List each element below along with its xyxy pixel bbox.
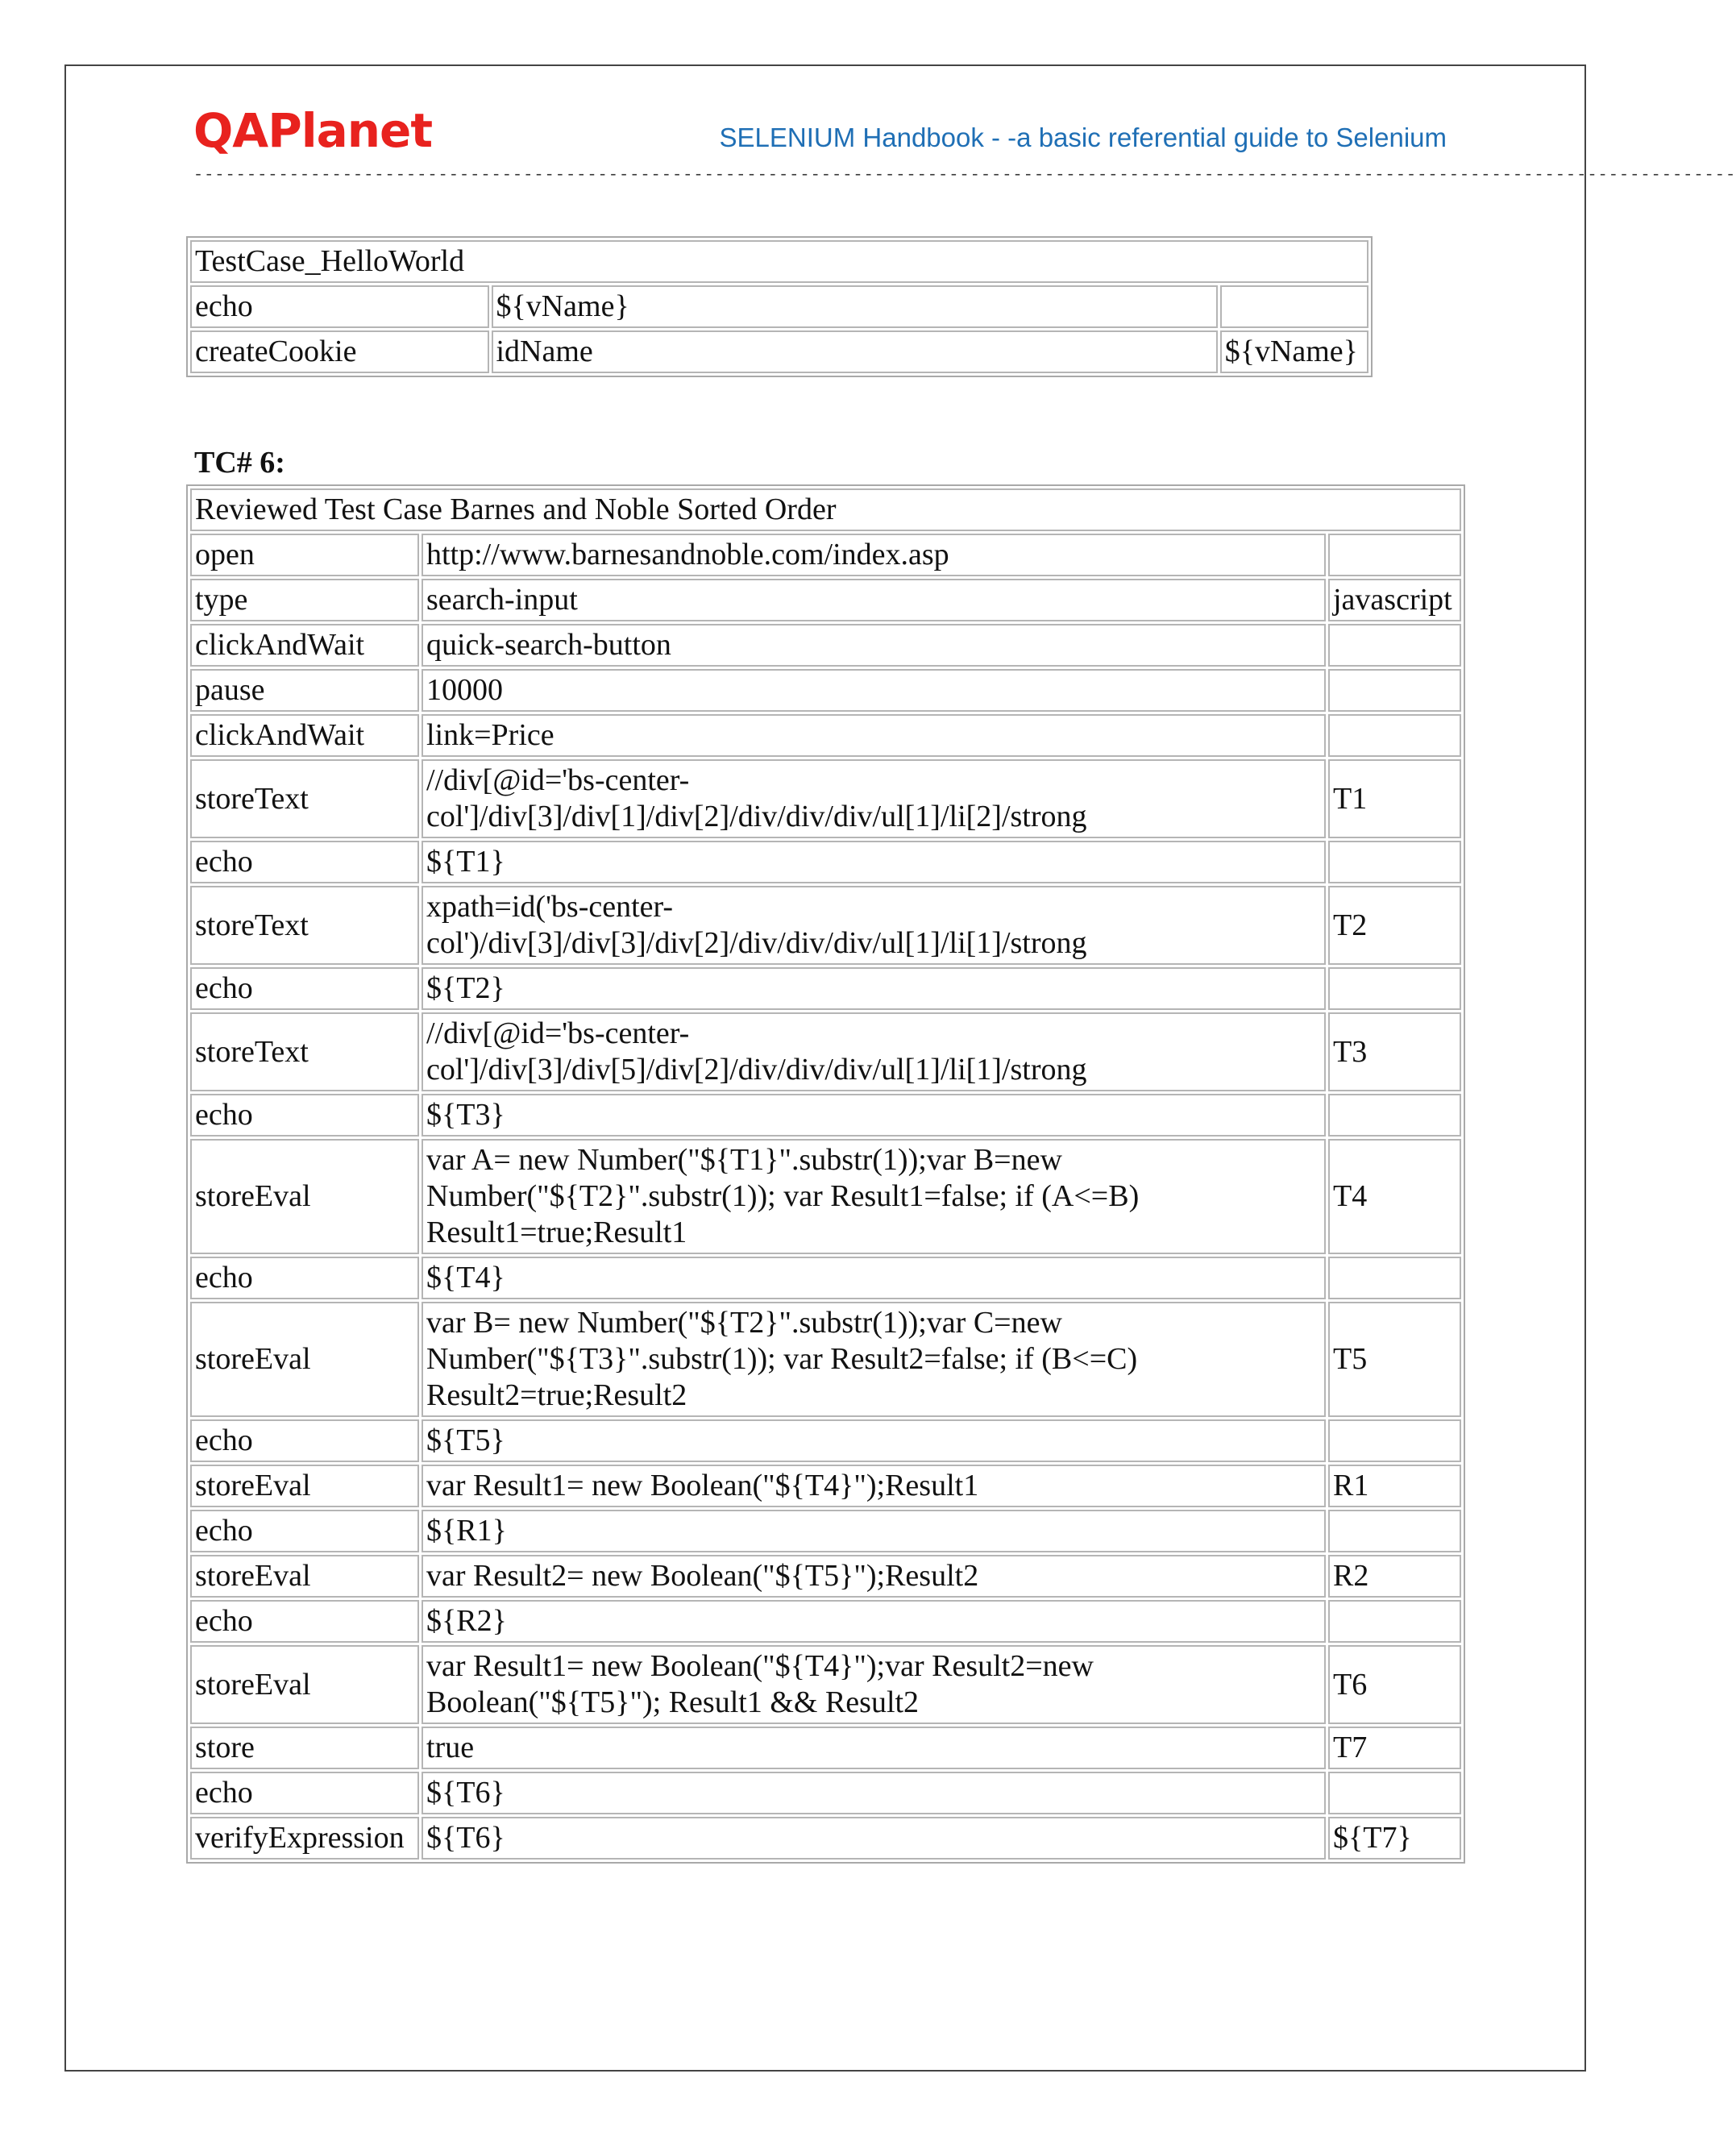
command-cell: clickAndWait [190,624,419,667]
command-cell: open [190,534,419,576]
target-cell: ${T6} [422,1817,1326,1860]
value-cell: T2 [1328,886,1461,965]
command-cell: type [190,579,419,621]
target-cell: var Result2= new Boolean("${T5}");Result2 [422,1555,1326,1598]
table-row [190,1465,1461,1507]
table-row [190,669,1461,712]
value-cell [1328,1257,1461,1299]
table-row [190,1772,1461,1814]
table-row [190,1139,1461,1254]
value-cell [1220,285,1368,328]
value-cell: T6 [1328,1645,1461,1724]
table-row [190,1094,1461,1137]
table-row [190,1510,1461,1552]
command-cell: storeEval [190,1302,419,1417]
table-row [190,1817,1461,1860]
table-row [190,624,1461,667]
command-cell: echo [190,1257,419,1299]
target-cell: ${T6} [422,1772,1326,1814]
value-cell [1328,1772,1461,1814]
header-separator: ------------------------------------------------------------------------------------------------------------------------------------------------- [193,166,1736,185]
table-row [190,886,1461,965]
command-cell: storeText [190,1012,419,1091]
table-row [190,534,1461,576]
target-cell: ${R2} [422,1600,1326,1643]
target-cell: true [422,1727,1326,1769]
table-row [190,1600,1461,1643]
brand-logo: QAPlanet [193,103,433,158]
testcase-helloworld-table [186,236,1373,377]
command-cell: clickAndWait [190,714,419,757]
table-row [190,759,1461,838]
target-cell: ${T5} [422,1419,1326,1462]
target-cell: http://www.barnesandnoble.com/index.asp [422,534,1326,576]
table-row [190,1012,1461,1091]
target-cell: var B= new Number("${T2}".substr(1));var C=new Number("${T3}".substr(1)); var Result2=false; if (B<=C) Result2=true;Result2 [422,1302,1326,1417]
tc6-heading: TC# 6: [194,446,285,480]
table-title: Reviewed Test Case Barnes and Noble Sorted Order [190,488,1461,531]
value-cell: javascript [1328,579,1461,621]
target-cell: link=Price [422,714,1326,757]
table-row [190,1645,1461,1724]
command-cell: storeEval [190,1555,419,1598]
table-title: TestCase_HelloWorld [190,240,1368,283]
command-cell: storeText [190,759,419,838]
value-cell: R1 [1328,1465,1461,1507]
tc6-table [186,484,1465,1864]
table-row [190,1302,1461,1417]
value-cell [1328,1094,1461,1137]
value-cell: T4 [1328,1139,1461,1254]
table-row [190,330,1368,373]
command-cell: verifyExpression [190,1817,419,1860]
table-title-row [190,488,1461,531]
command-cell: echo [190,1094,419,1137]
table-row [190,841,1461,883]
value-cell [1328,714,1461,757]
target-cell: search-input [422,579,1326,621]
command-cell: storeEval [190,1645,419,1724]
value-cell [1328,624,1461,667]
value-cell [1328,1510,1461,1552]
command-cell: echo [190,1772,419,1814]
value-cell: T3 [1328,1012,1461,1091]
value-cell [1328,669,1461,712]
command-cell: storeEval [190,1465,419,1507]
command-cell: echo [190,967,419,1010]
table-title-row [190,240,1368,283]
value-cell: T1 [1328,759,1461,838]
value-cell [1328,1600,1461,1643]
table-row [190,714,1461,757]
command-cell: echo [190,1419,419,1462]
command-cell: createCookie [190,330,489,373]
command-cell: pause [190,669,419,712]
target-cell: quick-search-button [422,624,1326,667]
target-cell: var Result1= new Boolean("${T4}");var Result2=new Boolean("${T5}"); Result1 && Result2 [422,1645,1326,1724]
command-cell: echo [190,1510,419,1552]
table-row [190,1555,1461,1598]
page-header [193,98,1447,163]
table-row [190,1257,1461,1299]
table-row [190,285,1368,328]
target-cell: ${T1} [422,841,1326,883]
value-cell [1328,534,1461,576]
target-cell: idName [492,330,1218,373]
handbook-subtitle: SELENIUM Handbook - -a basic referential guide to Selenium [719,123,1447,152]
target-cell: 10000 [422,669,1326,712]
value-cell [1328,841,1461,883]
command-cell: echo [190,285,489,328]
target-cell: //div[@id='bs-center-col']/div[3]/div[5]/div[2]/div/div/div/ul[1]/li[1]/strong [422,1012,1326,1091]
target-cell: var A= new Number("${T1}".substr(1));var B=new Number("${T2}".substr(1)); var Result1=false; if (A<=B) Result1=true;Result1 [422,1139,1326,1254]
target-cell: xpath=id('bs-center-col')/div[3]/div[3]/div[2]/div/div/div/ul[1]/li[1]/strong [422,886,1326,965]
value-cell: T5 [1328,1302,1461,1417]
target-cell: ${R1} [422,1510,1326,1552]
value-cell [1328,1419,1461,1462]
table-row [190,1727,1461,1769]
table-row [190,1419,1461,1462]
command-cell: echo [190,1600,419,1643]
command-cell: storeText [190,886,419,965]
value-cell: T7 [1328,1727,1461,1769]
command-cell: echo [190,841,419,883]
target-cell: var Result1= new Boolean("${T4}");Result1 [422,1465,1326,1507]
value-cell [1328,967,1461,1010]
target-cell: ${vName} [492,285,1218,328]
target-cell: ${T3} [422,1094,1326,1137]
table-row [190,579,1461,621]
value-cell: ${T7} [1328,1817,1461,1860]
target-cell: ${T2} [422,967,1326,1010]
command-cell: storeEval [190,1139,419,1254]
value-cell: ${vName} [1220,330,1368,373]
target-cell: ${T4} [422,1257,1326,1299]
table-row [190,967,1461,1010]
value-cell: R2 [1328,1555,1461,1598]
command-cell: store [190,1727,419,1769]
target-cell: //div[@id='bs-center-col']/div[3]/div[1]/div[2]/div/div/div/ul[1]/li[2]/strong [422,759,1326,838]
